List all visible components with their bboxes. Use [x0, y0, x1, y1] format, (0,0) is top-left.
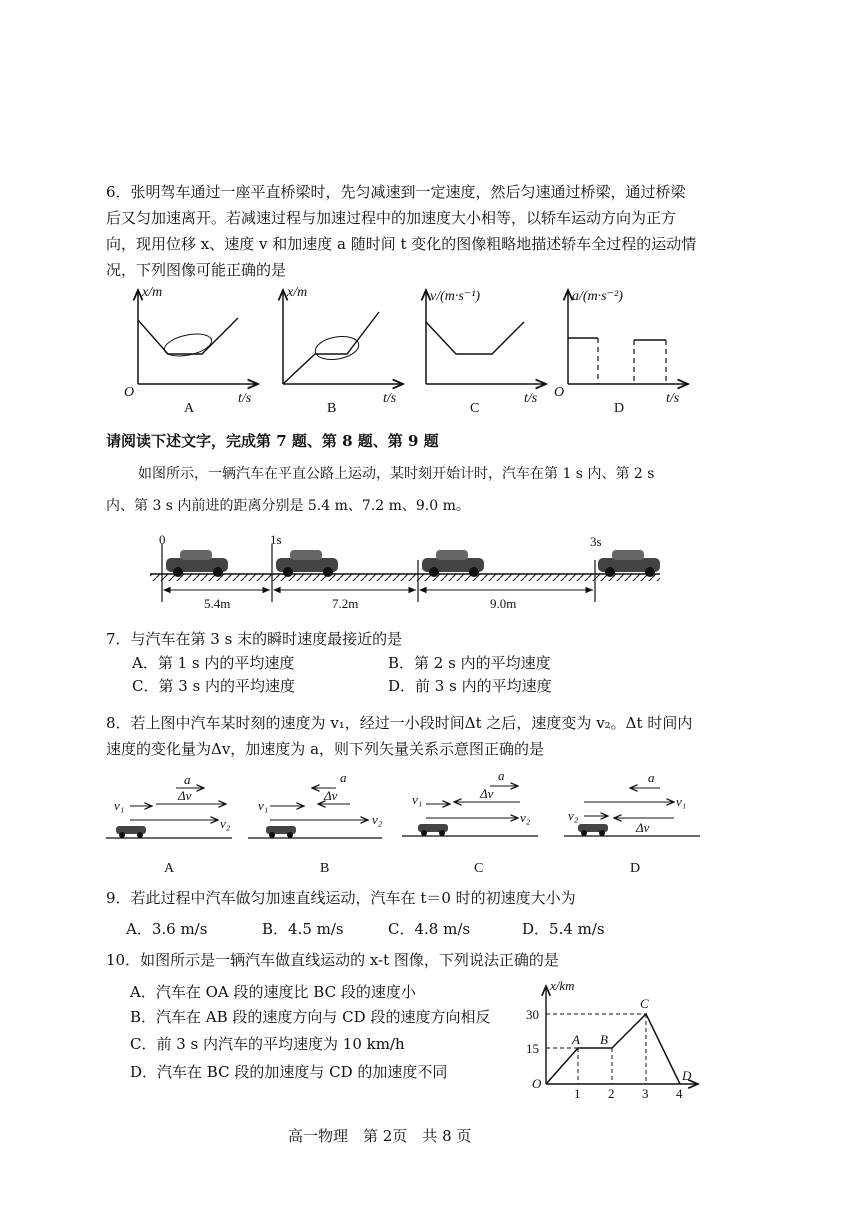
graph-a-letter: A [184, 401, 195, 416]
q6-line-1: 6．张明驾车通过一座平直桥梁时，先匀减速到一定速度，然后匀速通过桥梁，通过桥梁 [106, 183, 686, 201]
q8-diagram-c [402, 768, 538, 876]
graph-a-xlabel: t/s [238, 391, 252, 406]
graph-c-ylabel: v/(m·s⁻¹) [430, 289, 481, 304]
svg-text:v₁: v₁ [412, 792, 423, 807]
q6-line-3: 向，现用位移 x、速度 v 和加速度 a 随时间 t 变化的图像粗略地描述轿车全过程的运动情 [106, 235, 697, 253]
xt-ylabel: x/km [550, 978, 575, 993]
graph-c-xlabel: t/s [524, 391, 538, 406]
q10-option-d[interactable]: D．汽车在 BC 段的加速度与 CD 的加速度不同 [130, 1063, 448, 1081]
xt-xtick-1: 1 [574, 1086, 581, 1101]
xt-xtick-3: 3 [642, 1086, 649, 1101]
road-diagram [140, 530, 680, 620]
reading-para-1: 如图所示，一辆汽车在平直公路上运动，某时刻开始计时，汽车在第 1 s 内、第 2 s [138, 466, 655, 482]
q9-option-b[interactable]: B．4.5 m/s [262, 920, 344, 938]
graph-a-ylabel: x/m [142, 285, 163, 300]
q6-graph-c [398, 282, 558, 417]
svg-text:v₁: v₁ [114, 798, 125, 813]
road-mark-3s: 3s [590, 534, 602, 549]
svg-text:C: C [474, 861, 484, 876]
reading-heading: 请阅读下述文字，完成第 7 题、第 8 题、第 9 题 [106, 432, 439, 450]
q10-xt-graph [528, 978, 708, 1103]
q8-diagram-b [248, 770, 383, 876]
graph-a-origin: O [124, 385, 135, 400]
page-footer: 高一物理 第 2页 共 8 页 [288, 1127, 472, 1145]
car-2 [276, 550, 338, 577]
q10-stem: 10．如图所示是一辆汽车做直线运动的 x-t 图像，下列说法正确的是 [106, 951, 559, 969]
q6-graph-b [255, 282, 415, 417]
q7-stem: 7．与汽车在第 3 s 末的瞬时速度最接近的是 [106, 630, 403, 648]
xt-ytick-15: 15 [526, 1041, 539, 1056]
graph-d-letter: D [614, 401, 625, 416]
xt-ytick-30: 30 [526, 1007, 539, 1022]
xt-xtick-4: 4 [676, 1086, 683, 1101]
graph-d-xlabel: t/s [666, 391, 680, 406]
car-3 [422, 550, 484, 577]
q6-graph-d [540, 282, 700, 417]
car-4 [598, 550, 660, 577]
q8-line-1: 8．若上图中汽车某时刻的速度为 v₁，经过一小段时间Δt 之后，速度变为 v₂。Δt 时间内 [106, 714, 693, 732]
road-mark-1s: 1s [270, 532, 282, 547]
svg-text:v₂: v₂ [520, 810, 531, 825]
svg-text:Δv: Δv [324, 788, 338, 803]
q6-line-4: 况，下列图像可能正确的是 [106, 261, 287, 279]
q10-option-a[interactable]: A．汽车在 OA 段的速度比 BC 段的速度小 [130, 983, 416, 1001]
graph-d-origin: O [554, 385, 565, 400]
q10-option-b[interactable]: B．汽车在 AB 段的速度方向与 CD 段的速度方向相反 [130, 1008, 491, 1026]
reading-para-2: 内、第 3 s 内前进的距离分别是 5.4 m、7.2 m、9.0 m。 [106, 498, 470, 514]
svg-text:v₁: v₁ [258, 798, 269, 813]
q10-option-c[interactable]: C．前 3 s 内汽车的平均速度为 10 km/h [130, 1035, 405, 1053]
q8-vector-diagrams [100, 766, 720, 878]
xt-point-c: C [640, 996, 649, 1011]
graph-b-xlabel: t/s [383, 391, 397, 406]
svg-text:v₂: v₂ [372, 812, 383, 827]
q7-option-c[interactable]: C．第 3 s 内的平均速度 [132, 677, 296, 695]
q7-option-b[interactable]: B．第 2 s 内的平均速度 [388, 654, 551, 672]
xt-origin: O [532, 1076, 542, 1091]
svg-text:v₂: v₂ [568, 808, 579, 823]
dist-2: 7.2m [332, 596, 359, 611]
q8-diagram-a [106, 772, 232, 876]
graph-b-letter: B [327, 401, 337, 416]
q9-option-d[interactable]: D．5.4 m/s [522, 920, 605, 938]
svg-text:v₁: v₁ [676, 794, 687, 809]
xt-point-b: B [600, 1032, 608, 1047]
q9-option-c[interactable]: C．4.8 m/s [388, 920, 471, 938]
q6-line-2: 后又匀加速离开。若减速过程与加速过程中的加速度大小相等，以轿车运动方向为正方 [106, 209, 677, 227]
road-mark-0: 0 [159, 532, 166, 547]
q8-diagram-d [564, 770, 700, 876]
graph-d-ylabel: a/(m·s⁻²) [572, 289, 623, 304]
svg-text:A: A [164, 861, 175, 876]
q9-stem: 9．若此过程中汽车做匀加速直线运动，汽车在 t＝0 时的初速度大小为 [106, 889, 576, 907]
svg-text:Δv: Δv [178, 788, 192, 803]
xt-point-d: D [682, 1068, 692, 1083]
graph-c-letter: C [470, 401, 480, 416]
q6-graph-a [110, 282, 270, 417]
svg-text:D: D [630, 861, 641, 876]
svg-text:v₂: v₂ [220, 816, 231, 831]
car-1 [166, 550, 228, 577]
q7-option-d[interactable]: D．前 3 s 内的平均速度 [388, 677, 552, 695]
q7-option-a[interactable]: A．第 1 s 内的平均速度 [132, 654, 295, 672]
xt-xtick-2: 2 [608, 1086, 615, 1101]
dist-1: 5.4m [204, 596, 231, 611]
svg-text:a: a [648, 770, 655, 785]
q8-line-2: 速度的变化量为Δv，加速度为 a，则下列矢量关系示意图正确的是 [106, 740, 545, 758]
svg-text:B: B [320, 861, 330, 876]
svg-text:Δv: Δv [636, 820, 650, 835]
dist-3: 9.0m [490, 596, 517, 611]
svg-text:Δv: Δv [480, 786, 494, 801]
svg-text:a: a [184, 772, 191, 787]
svg-text:a: a [498, 768, 505, 783]
svg-text:a: a [340, 770, 347, 785]
xt-point-a: A [572, 1032, 580, 1047]
q9-option-a[interactable]: A．3.6 m/s [126, 920, 208, 938]
graph-b-ylabel: x/m [287, 285, 308, 300]
